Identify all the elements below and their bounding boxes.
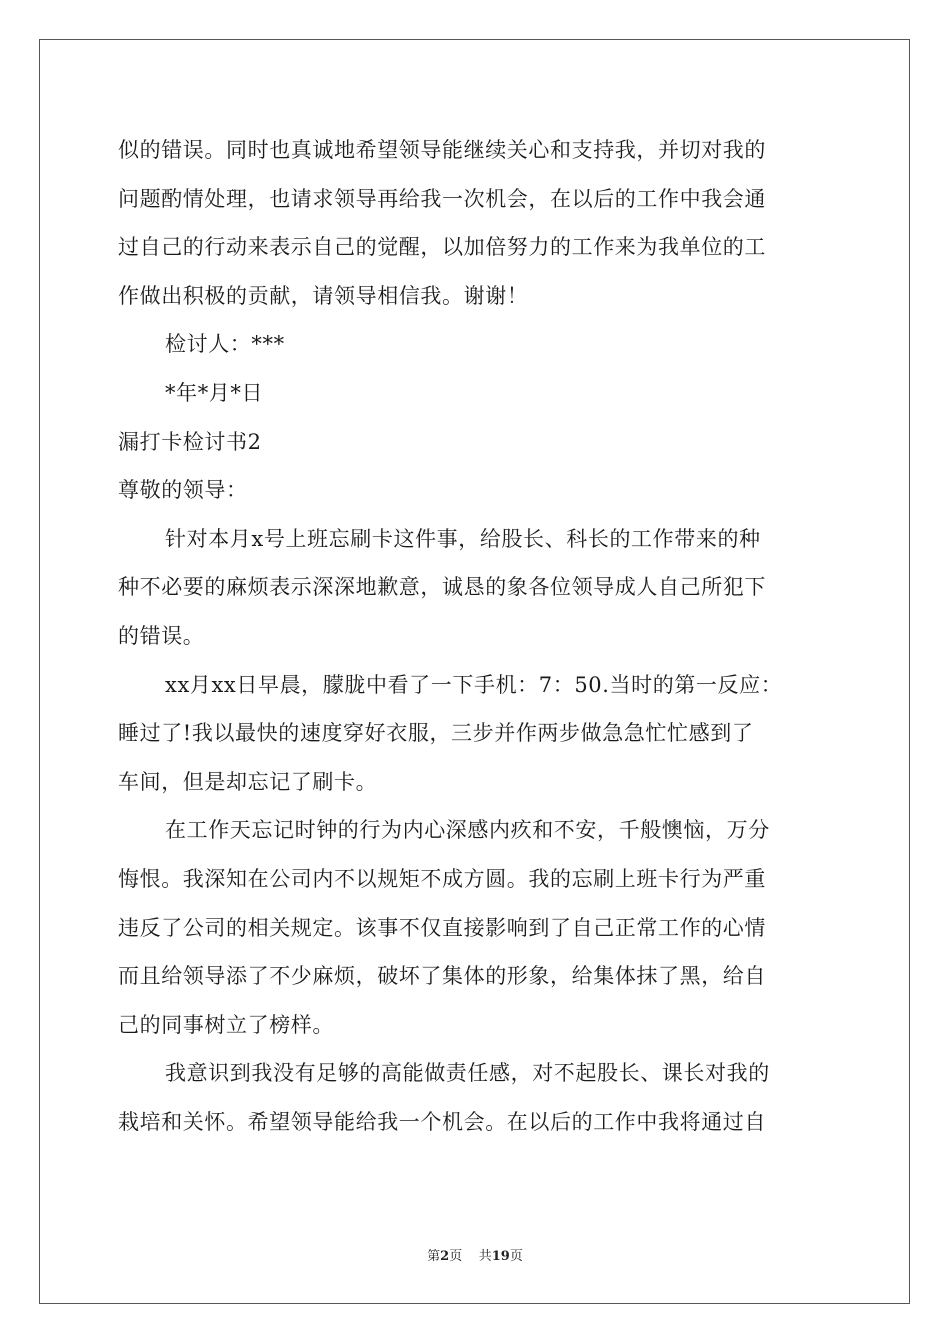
text-line: 违反了公司的相关规定。该事不仅直接影响到了自己正常工作的心情: [118, 915, 766, 940]
page-prefix: 第: [427, 1249, 441, 1264]
paragraph-start: xx月xx日早晨，朦胧中看了一下手机：7：50.当时的第一反应：: [165, 672, 783, 697]
text-line: 作做出积极的贡献，请领导相信我。谢谢！: [118, 283, 529, 308]
text-line: 悔恨。我深知在公司内不以规矩不成方圆。我的忘刷上班卡行为严重: [118, 866, 766, 891]
total-pages: 19: [491, 1249, 510, 1264]
text-line: 栽培和关怀。希望领导能给我一个机会。在以后的工作中我将通过自: [118, 1109, 766, 1134]
text-line: 车间，但是却忘记了刷卡。: [118, 769, 378, 794]
document-body: [118, 126, 838, 1146]
text-line: 似的错误。同时也真诚地希望领导能继续关心和支持我，并切对我的: [118, 138, 766, 162]
paragraph-start: 在工作天忘记时钟的行为内心深感内疚和不安，千般懊恼，万分: [165, 818, 770, 843]
page-suffix: 页: [449, 1249, 463, 1264]
signature-line: 检讨人：***: [165, 332, 285, 357]
text-line: 的错误。: [118, 623, 205, 648]
text-line: 问题酌情处理，也请求领导再给我一次机会，在以后的工作中我会通: [118, 186, 766, 211]
paragraph-start: 针对本月x号上班忘刷卡这件事，给股长、科长的工作带来的种: [165, 526, 761, 551]
text-line: 过自己的行动来表示自己的觉醒，以加倍努力的工作来为我单位的工: [118, 235, 766, 260]
total-suffix: 页: [509, 1249, 523, 1264]
total-prefix: 共: [478, 1249, 492, 1264]
page-footer: [0, 1247, 950, 1267]
text-line: 睡过了!我以最快的速度穿好衣服，三步并作两步做急急忙忙感到了: [118, 721, 754, 746]
text-line: 种不必要的麻烦表示深深地歉意，诚恳的象各位领导成人自己所犯下: [118, 575, 766, 600]
text-line: 而且给领导添了不少麻烦，破坏了集体的形象，给集体抹了黑，给自: [118, 964, 766, 989]
text-line: 己的同事树立了榜样。: [118, 1012, 334, 1037]
section-title: 漏打卡检讨书2: [118, 429, 262, 454]
date-line: *年*月*日: [165, 380, 264, 405]
paragraph-start: 我意识到我没有足够的高能做责任感，对不起股长、课长对我的: [165, 1061, 770, 1086]
page-number: 2: [440, 1249, 450, 1264]
salutation: 尊敬的领导：: [118, 478, 248, 503]
